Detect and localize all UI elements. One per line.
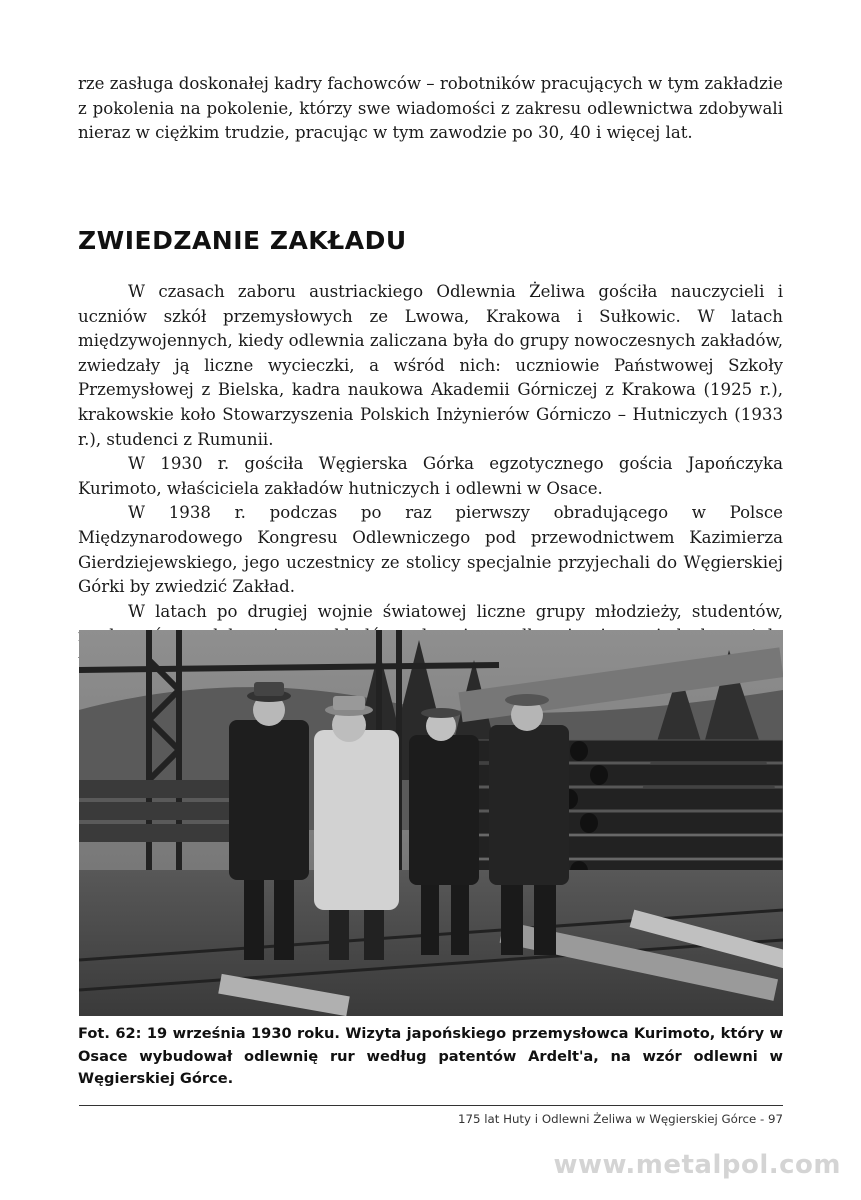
photo-caption: Fot. 62: 19 września 1930 roku. Wizyta japońskiego przemysłowca Kurimoto, który w Osace wybudował odlewnię rur według patentów Ardelt'a, na wzór odlewni w Węgierskiej Górce. — [78, 1025, 783, 1087]
body-paragraph: W 1930 r. gościła Węgierska Górka egzotycznego gościa Japończyka Kurimoto, właściciela zakładów hutniczych i odlewni w Osace. — [78, 454, 783, 498]
body-paragraph: W latach po drugiej wojnie światowej liczne grupy młodzieży, studentów, — [128, 601, 783, 621]
section-heading: ZWIEDZANIE ZAKŁADU — [78, 226, 407, 255]
body-paragraph: W 1938 r. podczas po raz pierwszy obradującego w Polsce Międzynarodowego Kongresu Odlewniczego pod przewodnictwem Kazimierza Gierdziejewskiego, jego uczestnicy ze stolicy specjalnie przyjechali do Węgierskiej Górki by zwiedzić Zakład. — [78, 503, 783, 597]
historical-photo — [79, 630, 783, 1016]
watermark: www.metalpol.com — [553, 1150, 841, 1180]
body-paragraph: W czasach zaboru austriackiego Odlewnia Żeliwa gościła nauczycieli i uczniów szkół przemysłowych ze Lwowa, Krakowa i Sułkowic. W latach międzywojennych, kiedy odlewnia zaliczana była do grupy nowoczesnych zakładów, zwiedzały ją liczne wycieczki, a wśród nich: uczniowie Państwowej Szkoły Przemysłowej z Bielska, kadra naukowa Akademii Górniczej z Krakowa (1925 r.), krakowskie koło Stowarzyszenia Polskich Inżynierów Górniczo – Hutniczych (1933 r.), studenci z Rumunii. — [78, 282, 783, 449]
body-text — [78, 280, 783, 674]
intro-paragraph: rze zasługa doskonałej kadry fachowców – robotników pracujących w tym zakładzie z pokolenia na pokolenie, którzy swe wiadomości z zakresu odlewnictwa zdobywali nieraz w ciężkim trudzie, pracując w tym zawodzie po 30, 40 i więcej lat. — [78, 74, 783, 143]
footer-rule — [79, 1105, 783, 1106]
page-footer: 175 lat Huty i Odlewni Żeliwa w Węgierskiej Górce - 97 — [457, 1112, 783, 1126]
